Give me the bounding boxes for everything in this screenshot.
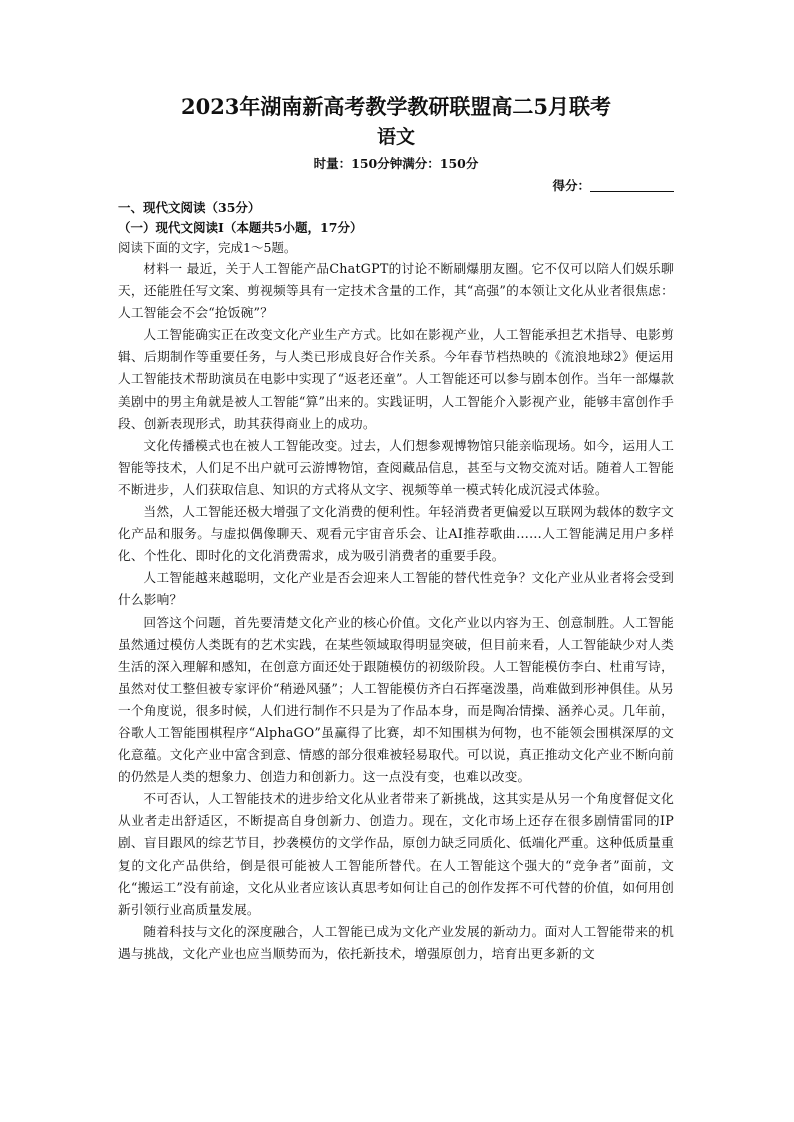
subsection-heading: （一）现代文阅读Ⅰ（本题共5小题，17分） <box>118 220 363 235</box>
article-paragraph: 文化传播模式也在被人工智能改变。过去，人们想参观博物馆只能亲临现场。如今，运用人工智能等技术，人们足不出户就可云游博物馆，查阅藏品信息，甚至与文物交流对话。随着人工智能不断进步，人们获取信息、知识的方式将从文字、视频等单一模式转化成沉浸式体验。 <box>118 437 674 497</box>
article-paragraph: 随着科技与文化的深度融合，人工智能已成为文化产业发展的新动力。面对人工智能带来的机遇与挑战，文化产业也应当顺势而为，依托新技术，增强原创力，培育出更多新的文 <box>118 923 674 961</box>
exam-page <box>118 92 674 965</box>
score-blank <box>590 176 674 192</box>
score-label: 得分： <box>552 178 590 193</box>
time-info: 时量：150分钟满分：150分 <box>313 156 479 171</box>
score-field <box>118 174 674 198</box>
article-paragraph: 材料一 最近，关于人工智能产品ChatGPT的讨论不断刷爆朋友圈。它不仅可以陪人们娱乐聊天，还能胜任写文案、剪视频等具有一定技术含量的工作，其“高强”的本领让文化从业者很焦虑：人工智能会不会“抢饭碗”？ <box>118 261 674 321</box>
reading-instruction: 阅读下面的文字，完成1～5题。 <box>118 240 297 255</box>
exam-title: 2023年湖南新高考教学教研联盟高二5月联考 <box>180 94 612 119</box>
section-heading: 一、现代文阅读（35分） <box>118 200 261 215</box>
article-paragraph: 人工智能越来越聪明，文化产业是否会迎来人工智能的替代性竞争？文化产业从业者将会受到什么影响？ <box>118 570 674 608</box>
subject-title: 语文 <box>376 126 415 148</box>
article-paragraph: 当然，人工智能还极大增强了文化消费的便利性。年轻消费者更偏爱以互联网为载体的数字文化产品和服务。与虚拟偶像聊天、观看元宇宙音乐会、让AI推荐歌曲……人工智能满足用户多样化、个性化、即时化的文化消费需求，成为吸引消费者的重要手段。 <box>118 504 674 564</box>
article-body <box>118 258 674 965</box>
article-paragraph: 回答这个问题，首先要清楚文化产业的核心价值。文化产业以内容为王、创意制胜。人工智能虽然通过模仿人类既有的艺术实践，在某些领域取得明显突破，但目前来看，人工智能缺少对人类生活的深入理解和感知，在创意方面还处于跟随模仿的初级阶段。人工智能模仿李白、杜甫写诗，虽然对仗工整但被专家评价“稍逊风骚”；人工智能模仿齐白石挥毫泼墨，尚难做到形神俱佳。从另一个角度说，很多时候，人们进行制作不只是为了作品本身，而是陶冶情操、涵养心灵。几年前，谷歌人工智能围棋程序“AlphaGO”虽赢得了比赛，却不知围棋为何物，也不能领会围棋深厚的文化意蕴。文化产业中富含到意、情感的部分很难被轻易取代。可以说，真正推动文化产业不断向前的仍然是人类的想象力、创造力和创新力。这一点没有变，也难以改变。 <box>118 614 674 785</box>
article-paragraph: 人工智能确实正在改变文化产业生产方式。比如在影视产业，人工智能承担艺术指导、电影剪辑、后期制作等重要任务，与人类已形成良好合作关系。今年春节档热映的《流浪地球2》便运用人工智能技术帮助演员在电影中实现了“返老还童”。人工智能还可以参与剧本创作。当年一部爆款美剧中的男主角就是被人工智能“算”出来的。实践证明，人工智能介入影视产业，能够丰富创作手段、创新表现形式，助其获得商业上的成功。 <box>118 327 674 431</box>
article-paragraph: 不可否认，人工智能技术的进步给文化从业者带来了新挑战，这其实是从另一个角度督促文化从业者走出舒适区，不断提高自身创新力、创造力。现在，文化市场上还存在很多剧情雷同的IP剧、盲目跟风的综艺节目，抄袭模仿的文学作品，原创力缺乏同质化、低端化严重。这种低质量重复的文化产品供给，倒是很可能被人工智能所替代。在人工智能这个强大的“竞争者”面前，文化“搬运工”没有前途，文化从业者应该认真思考如何让自己的创作发挥不可代替的价值，如何用创新引领行业高质量发展。 <box>118 791 674 917</box>
